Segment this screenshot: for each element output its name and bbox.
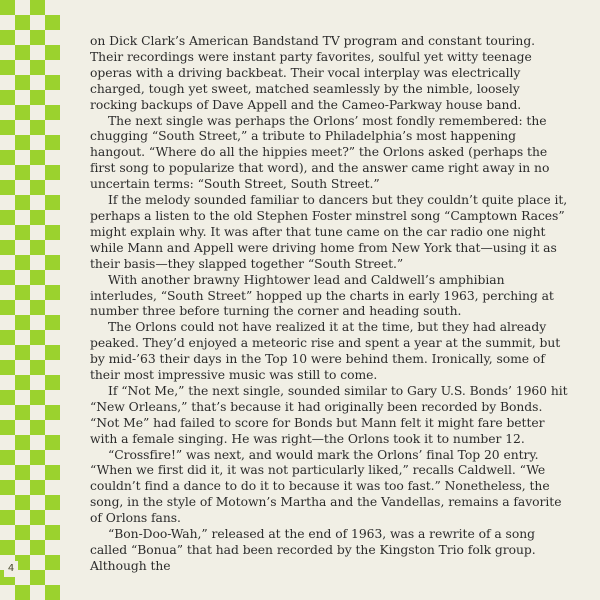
checker-square [45,240,60,255]
checker-square [30,285,45,300]
paragraph: If “Not Me,” the next single, sounded similar to Gary U.S. Bonds’ 1960 hit “New Orleans,” that’s because it had originally been recorded by Bonds. “Not Me” had failed to score for Bonds but Mann felt it might fare better with a female singing. He was right—the Orlons took it to number 12. [90,383,568,446]
checker-square [30,105,45,120]
checker-square [45,570,60,585]
checker-square [15,75,30,90]
checker-square [45,525,60,540]
checker-square [45,390,60,405]
checker-square [0,270,15,285]
checker-square [45,465,60,480]
checker-square [45,15,60,30]
checker-square [0,375,15,390]
checker-square [0,510,15,525]
checkerboard-border [0,0,60,592]
checker-square [45,420,60,435]
checker-square [30,420,45,435]
checker-square [0,420,15,435]
checker-square [30,330,45,345]
checker-square [15,420,30,435]
checker-square [15,150,30,165]
checker-square [0,210,15,225]
checker-square [30,360,45,375]
checker-square [15,255,30,270]
checker-square [45,270,60,285]
checker-square [0,195,15,210]
checker-square [45,480,60,495]
paragraph: “Crossfire!” was next, and would mark the Orlons’ final Top 20 entry. “When we first did it, it was not particularly liked,” recalls Caldwell. “We couldn’t find a dance to do it to because it was too fast.” Nonetheless, the song, in the style of Motown’s Martha and the Vandellas, remains a favorite of Orlons fans. [90,447,562,526]
checker-square [0,150,15,165]
checker-square [45,315,60,330]
checker-square [15,225,30,240]
checker-square [0,15,15,30]
checker-square [30,135,45,150]
checker-square [15,345,30,360]
checker-square [30,375,45,390]
checker-square [30,315,45,330]
checker-square [45,300,60,315]
checker-square [0,45,15,60]
checker-square [0,0,15,15]
checker-square [0,60,15,75]
checker-square [0,300,15,315]
checker-square [45,135,60,150]
checker-square [45,180,60,195]
checker-square [15,165,30,180]
article-body [90,34,568,575]
paragraph: With another brawny Hightower lead and Caldwell’s amphibian interludes, “South Street” hopped up the charts in early 1963, perching at number three before turning the corner and heading south. [90,272,554,319]
checker-square [30,75,45,90]
checker-square [0,165,15,180]
checker-square [30,180,45,195]
checker-square [30,15,45,30]
checker-square [15,495,30,510]
checker-square [30,510,45,525]
checker-square [45,165,60,180]
checker-square [30,300,45,315]
checker-square [0,30,15,45]
checker-square [45,90,60,105]
checker-square [15,315,30,330]
checker-square [30,255,45,270]
checker-square [15,285,30,300]
page-number: 4 [4,561,18,577]
checker-square [15,15,30,30]
checker-square [15,45,30,60]
checker-square [0,405,15,420]
checker-square [30,195,45,210]
checker-square [0,465,15,480]
checker-square [15,525,30,540]
checker-square [30,225,45,240]
checker-square [0,285,15,300]
checker-square [30,405,45,420]
checker-square [45,345,60,360]
checker-square [30,480,45,495]
checker-square [0,135,15,150]
checker-square [45,45,60,60]
checker-square [30,555,45,570]
checker-square [0,330,15,345]
checker-square [15,300,30,315]
checker-square [45,435,60,450]
checker-square [45,585,60,600]
checker-square [30,30,45,45]
checker-square [30,150,45,165]
checker-square [45,255,60,270]
checker-square [0,450,15,465]
checker-square [0,390,15,405]
checker-square [45,105,60,120]
checker-square [30,435,45,450]
checker-square [45,210,60,225]
checker-square [0,105,15,120]
checker-square [15,435,30,450]
checker-square [15,135,30,150]
checker-square [45,0,60,15]
checker-square [15,510,30,525]
checker-square [15,0,30,15]
checker-square [45,30,60,45]
checker-square [45,285,60,300]
checker-square [30,210,45,225]
checker-square [15,330,30,345]
checker-square [45,375,60,390]
checker-square [30,540,45,555]
checker-square [0,225,15,240]
checker-square [15,465,30,480]
checker-square [30,345,45,360]
checker-square [30,570,45,585]
checker-square [0,255,15,270]
paragraph: The next single was perhaps the Orlons’ most fondly remembered: the chugging “South Street,” a tribute to Philadelphia’s most happening hangout. “Where do all the hippies meet?” the Orlons asked (perhaps the first song to popularize that word), and the answer came right away in no uncertain terms: “South Street, South Street.” [90,113,550,192]
checker-square [15,120,30,135]
checker-square [45,360,60,375]
checker-square [45,555,60,570]
checker-square [15,375,30,390]
checker-square [15,585,30,600]
checker-square [45,540,60,555]
checker-square [30,90,45,105]
checker-square [30,450,45,465]
checker-square [15,360,30,375]
checker-square [0,525,15,540]
checker-square [15,480,30,495]
checker-square [0,585,15,600]
checker-square [45,150,60,165]
checker-square [30,495,45,510]
checker-square [15,90,30,105]
checker-square [45,195,60,210]
checker-square [15,240,30,255]
paragraph: If the melody sounded familiar to dancers but they couldn’t quite place it, perhaps a listen to the old Stephen Foster minstrel song “Camptown Races” might explain why. It was after that tune came on the car radio one night while Mann and Appell were driving home from New York that—using it as their basis—they slapped together “South Street.” [90,193,568,271]
checker-square [15,30,30,45]
checker-square [45,75,60,90]
checker-square [30,0,45,15]
checker-square [30,240,45,255]
checker-square [15,390,30,405]
checker-square [15,405,30,420]
checker-square [0,240,15,255]
checker-square [30,60,45,75]
checker-square [15,210,30,225]
checker-square [0,180,15,195]
checker-square [45,450,60,465]
paragraph: The Orlons could not have realized it at the time, but they had already peaked. They’d enjoyed a meteoric rise and spent a year at the summit, but by mid-’63 their days in the Top 10 were behind them. Ironically, some of their most impressive music was still to come. [90,320,561,383]
checker-square [30,390,45,405]
checker-square [45,60,60,75]
checker-square [0,360,15,375]
checker-square [45,225,60,240]
checker-square [30,45,45,60]
checker-square [15,180,30,195]
checker-square [0,480,15,495]
checker-square [0,75,15,90]
checker-square [0,315,15,330]
checker-square [15,60,30,75]
checker-square [0,345,15,360]
checker-square [0,495,15,510]
checker-square [45,330,60,345]
checker-square [45,495,60,510]
checker-square [45,405,60,420]
checker-square [30,585,45,600]
checker-square [45,120,60,135]
checker-square [15,195,30,210]
checker-square [30,465,45,480]
paragraph: “Bon-Doo-Wah,” released at the end of 1963, was a rewrite of a song called “Bonua” that had been recorded by the Kingston Trio folk group. Although the [90,527,536,573]
checker-square [30,165,45,180]
checker-square [0,90,15,105]
paragraph: on Dick Clark’s American Bandstand TV program and constant touring. Their recordings were instant party favorites, soulful yet witty teenage operas with a driving backbeat. Their vocal interplay was electrically charged, tough yet sweet, matched seamlessly by the nimble, loosely rocking backups of Dave Appell and the Cameo-Parkway house band. [90,34,536,112]
checker-square [15,105,30,120]
checker-square [30,270,45,285]
checker-square [30,120,45,135]
checker-square [15,270,30,285]
checker-square [0,435,15,450]
checker-square [30,525,45,540]
checker-square [15,450,30,465]
checker-square [15,540,30,555]
checker-square [0,120,15,135]
checker-square [45,510,60,525]
checker-square [0,540,15,555]
